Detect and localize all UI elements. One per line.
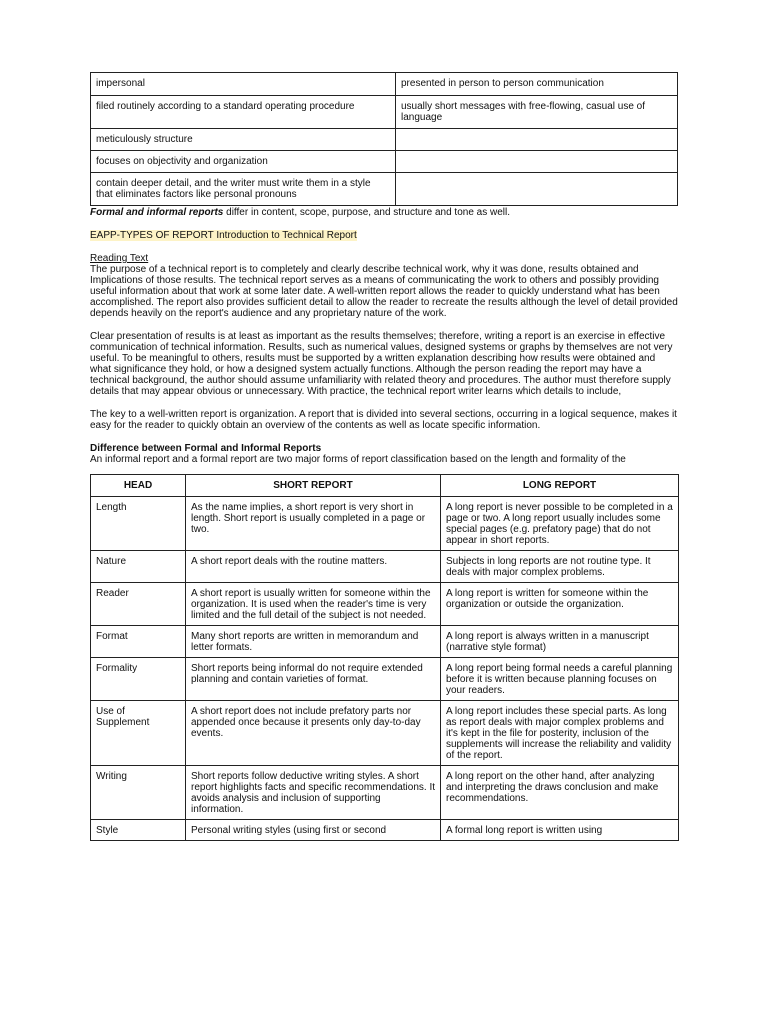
comparison-table (90, 474, 679, 841)
table-row (91, 766, 679, 820)
long-report-cell: A long report includes these special parts. As long as report deals with major complex problems and it's kept in the file for posterity, inclusion of the supplements will increase the reliability and validity of the report. (441, 701, 679, 766)
table-cell: presented in person to person communication (396, 73, 678, 96)
table-row (91, 96, 678, 129)
table-row (91, 151, 678, 173)
caption-emphasis: Formal and informal reports (90, 207, 224, 218)
long-report-cell: A formal long report is written using (441, 820, 679, 841)
row-head: Formality (91, 658, 186, 701)
table-cell (396, 151, 678, 173)
long-report-cell: A long report being formal needs a careful planning before it is written because planning focuses on your readers. (441, 658, 679, 701)
table-cell: impersonal (91, 73, 396, 96)
table-cell: focuses on objectivity and organization (91, 151, 396, 173)
long-report-cell: A long report on the other hand, after analyzing and interpreting the draws conclusion and make recommendations. (441, 766, 679, 820)
table-row (91, 701, 679, 766)
table-cell (396, 173, 678, 206)
paragraph: The purpose of a technical report is to completely and clearly describe technical work, why it was done, results obtained and Implications of those results. The technical report serves as a means of communicating the work to others and possibly providing useful information about that work at some later date. A well-written report allows the reader to quickly understand what has been accomplished. The report also provides sufficient detail to allow the reader to recreate the results although the level of detail provided depends heavily on the report's audience and any proprietary nature of the work. (90, 264, 678, 319)
table-header-row (91, 475, 679, 497)
table-row (91, 626, 679, 658)
long-report-cell: A long report is written for someone within the organization or outside the organization. (441, 583, 679, 626)
short-report-cell: Many short reports are written in memorandum and letter formats. (186, 626, 441, 658)
short-report-cell: As the name implies, a short report is very short in length. Short report is usually completed in a page or two. (186, 497, 441, 551)
table-row (91, 583, 679, 626)
table-caption (90, 207, 678, 218)
row-head: Nature (91, 551, 186, 583)
column-header: SHORT REPORT (186, 475, 441, 497)
table-cell: meticulously structure (91, 129, 396, 151)
long-report-cell: Subjects in long reports are not routine type. It deals with major complex problems. (441, 551, 679, 583)
table-row (91, 820, 679, 841)
paragraph: Clear presentation of results is at least as important as the results themselves; therefore, writing a report is an exercise in effective communication of technical information. Results, such as numerical values, designed systems or graphs by themselves are not very useful. To be meaningful to others, results must be supported by a written explanation describing how results were obtained and what significance they hold, or how a designed system actually functions. Although the person reading the report may have a technical background, the author should assume unfamiliarity with related theory and procedures. The author must therefore supply details that may appear obvious or unnecessary. With practice, the technical report writer learns which details to include, (90, 331, 673, 397)
short-report-cell: Personal writing styles (using first or second (186, 820, 441, 841)
table-row (91, 173, 678, 206)
table-row (91, 73, 678, 96)
row-head: Reader (91, 583, 186, 626)
column-header: LONG REPORT (441, 475, 679, 497)
formal-informal-table (90, 72, 678, 206)
long-report-cell: A long report is never possible to be completed in a page or two. A long report usually includes some special pages (e.g. prefatory page) that do not appear in short reports. (441, 497, 679, 551)
reading-text-label: Reading Text (90, 253, 149, 264)
section-heading: Difference between Formal and Informal Reports (90, 443, 322, 454)
document-page (90, 72, 678, 841)
row-head: Style (91, 820, 186, 841)
caption-text: differ in content, scope, purpose, and structure and tone as well. (223, 207, 511, 218)
table-row (91, 129, 678, 151)
table-row (91, 658, 679, 701)
table-cell (396, 129, 678, 151)
row-head: Use of Supplement (91, 701, 186, 766)
table-cell: contain deeper detail, and the writer must write them in a style that eliminates factors like personal pronouns (91, 173, 396, 206)
short-report-cell: Short reports follow deductive writing styles. A short report highlights facts and specific recommendations. It avoids analysis and inclusion of supporting information. (186, 766, 441, 820)
table-row (91, 551, 679, 583)
column-header: HEAD (91, 475, 186, 497)
table-cell: usually short messages with free-flowing, casual use of language (396, 96, 678, 129)
row-head: Length (91, 497, 186, 551)
paragraph: The key to a well-written report is organization. A report that is divided into several sections, occurring in a logical sequence, makes it easy for the reader to quickly obtain an overview of the contents as well as locate specific information. (90, 409, 677, 431)
row-head: Writing (91, 766, 186, 820)
highlighted-title: EAPP-TYPES OF REPORT Introduction to Technical Report (90, 230, 357, 241)
short-report-cell: A short report is usually written for someone within the organization. It is used when the reader's time is very limited and the full detail of the subject is not needed. (186, 583, 441, 626)
short-report-cell: A short report does not include prefatory parts nor appended once because it presents only day-to-day events. (186, 701, 441, 766)
long-report-cell: A long report is always written in a manuscript (narrative style format) (441, 626, 679, 658)
row-head: Format (91, 626, 186, 658)
section-intro: An informal report and a formal report are two major forms of report classification based on the length and formality of the (90, 454, 626, 465)
table-row (91, 497, 679, 551)
short-report-cell: Short reports being informal do not require extended planning and contain varieties of format. (186, 658, 441, 701)
table-cell: filed routinely according to a standard operating procedure (91, 96, 396, 129)
short-report-cell: A short report deals with the routine matters. (186, 551, 441, 583)
